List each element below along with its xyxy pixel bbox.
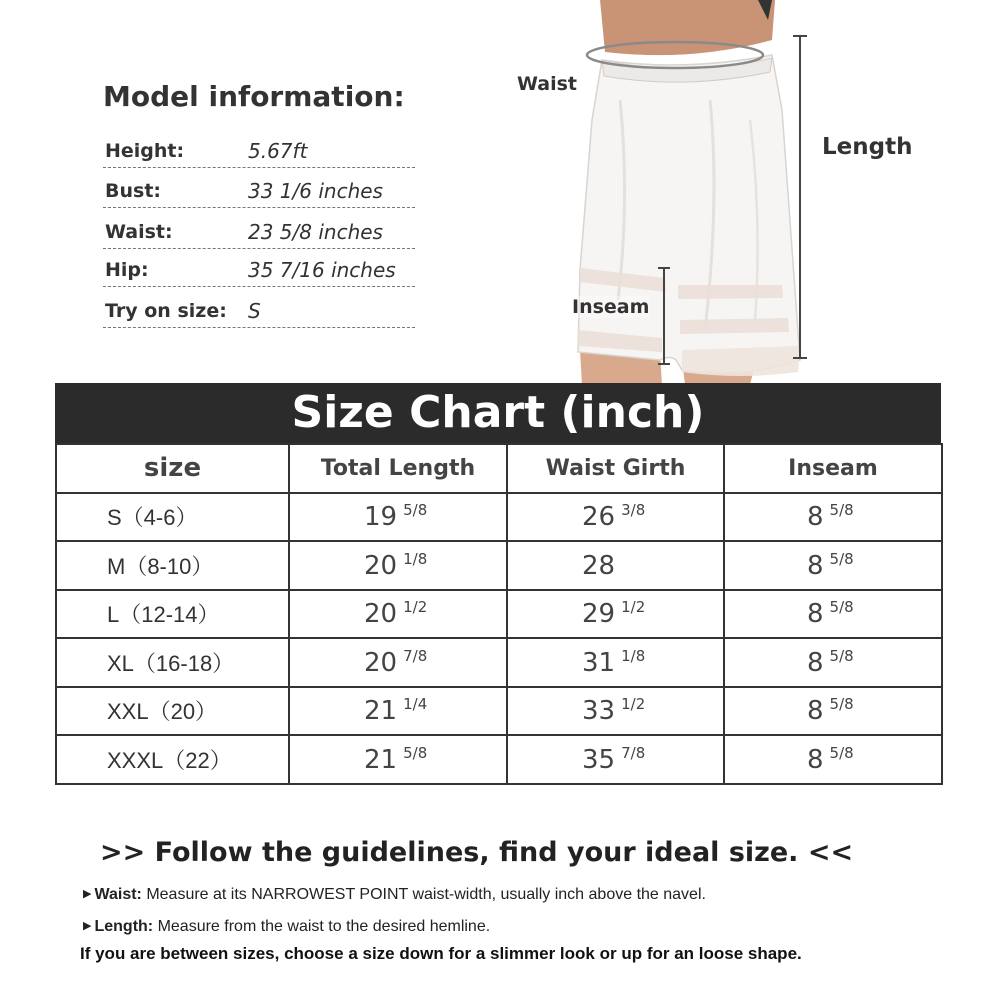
bullet-arrow-icon: ▶ <box>83 888 92 900</box>
model-label: Height: <box>105 140 185 162</box>
value-whole: 20 <box>364 599 398 630</box>
value-whole: 35 <box>582 744 616 775</box>
value-fraction: 1/8 <box>621 646 646 665</box>
model-value: S <box>248 299 261 323</box>
value-whole: 26 <box>582 502 616 533</box>
inseam-measure-label: Inseam <box>572 296 650 318</box>
model-value: 23 5/8 inches <box>248 220 383 244</box>
model-label: Bust: <box>105 180 161 202</box>
column-header-total-length: Total Length <box>289 444 507 493</box>
value-whole: 21 <box>364 744 398 775</box>
guideline-term: Waist: <box>94 886 142 903</box>
model-label: Waist: <box>105 221 173 243</box>
column-header-waist-girth: Waist Girth <box>507 444 724 493</box>
product-illustration <box>500 0 940 385</box>
inseam-cell <box>724 590 942 639</box>
value-whole: 8 <box>807 550 824 581</box>
value-whole: 29 <box>582 599 616 630</box>
waist-girth-cell <box>507 590 724 639</box>
total-length-cell <box>289 735 507 784</box>
model-row-hip <box>103 257 415 287</box>
column-header-inseam: Inseam <box>724 444 942 493</box>
size-cell: XXXL（22） <box>56 735 289 784</box>
model-label: Try on size: <box>105 300 227 322</box>
model-value: 35 7/16 inches <box>248 258 396 282</box>
sizing-note: If you are between sizes, choose a size down for a slimmer look or up for an loose shape. <box>80 944 802 963</box>
model-row-waist <box>103 219 415 249</box>
table-row <box>56 687 942 736</box>
total-length-cell <box>289 638 507 687</box>
inseam-cell <box>724 735 942 784</box>
value-fraction: 1/2 <box>403 598 428 617</box>
value-fraction: 5/8 <box>829 743 854 762</box>
total-length-cell <box>289 687 507 736</box>
inseam-cell <box>724 687 942 736</box>
guideline-term: Length: <box>94 918 154 935</box>
size-cell: XXL（20） <box>56 687 289 736</box>
value-fraction: 5/8 <box>403 743 428 762</box>
value-fraction: 1/2 <box>621 598 646 617</box>
value-fraction: 5/8 <box>829 598 854 617</box>
total-length-cell <box>289 590 507 639</box>
model-row-height <box>103 138 415 168</box>
table-header-row <box>56 444 942 493</box>
bullet-arrow-icon: ▶ <box>83 920 92 932</box>
table-row <box>56 541 942 590</box>
value-whole: 8 <box>807 647 824 678</box>
value-fraction: 7/8 <box>621 743 646 762</box>
waist-girth-cell <box>507 541 724 590</box>
waist-girth-cell <box>507 638 724 687</box>
length-measure-label: Length <box>822 134 913 160</box>
waist-measure-label: Waist <box>517 73 578 95</box>
value-whole: 28 <box>582 550 616 581</box>
inseam-cell <box>724 541 942 590</box>
guideline-waist <box>83 886 706 904</box>
table-row <box>56 493 942 542</box>
table-row <box>56 735 942 784</box>
value-fraction: 5/8 <box>829 646 854 665</box>
value-whole: 8 <box>807 744 824 775</box>
table-row <box>56 590 942 639</box>
value-whole: 8 <box>807 696 824 727</box>
value-whole: 33 <box>582 696 616 727</box>
size-cell: M（8-10） <box>56 541 289 590</box>
waist-girth-cell <box>507 687 724 736</box>
value-fraction: 3/8 <box>621 501 646 520</box>
guideline-text: Measure from the waist to the desired hemline. <box>153 918 491 935</box>
total-length-cell <box>289 493 507 542</box>
size-chart-title: Size Chart (inch) <box>55 383 941 443</box>
size-cell: L（12-14） <box>56 590 289 639</box>
model-row-bust <box>103 178 415 208</box>
inseam-cell <box>724 493 942 542</box>
value-whole: 31 <box>582 647 616 678</box>
value-fraction: 7/8 <box>403 646 428 665</box>
waist-girth-cell <box>507 735 724 784</box>
value-whole: 19 <box>364 502 398 533</box>
value-whole: 20 <box>364 647 398 678</box>
guideline-length <box>83 918 490 936</box>
size-cell: S（4-6） <box>56 493 289 542</box>
value-whole: 8 <box>807 502 824 533</box>
value-fraction: 5/8 <box>829 695 854 714</box>
value-fraction: 5/8 <box>829 549 854 568</box>
value-whole: 20 <box>364 550 398 581</box>
model-value: 5.67ft <box>248 139 308 163</box>
total-length-cell <box>289 541 507 590</box>
value-fraction: 1/2 <box>621 695 646 714</box>
column-header-size: size <box>56 444 289 493</box>
inseam-cell <box>724 638 942 687</box>
guidelines-title: >> Follow the guidelines, find your ideal size. << <box>100 837 854 868</box>
value-whole: 21 <box>364 696 398 727</box>
value-fraction: 1/4 <box>403 695 428 714</box>
model-info-title: Model information: <box>103 80 405 113</box>
value-fraction: 5/8 <box>829 501 854 520</box>
waist-girth-cell <box>507 493 724 542</box>
model-label: Hip: <box>105 259 149 281</box>
model-value: 33 1/6 inches <box>248 179 383 203</box>
value-fraction: 1/8 <box>403 549 428 568</box>
value-fraction: 5/8 <box>403 501 428 520</box>
value-whole: 8 <box>807 599 824 630</box>
model-row-try-on-size <box>103 298 415 328</box>
guideline-text: Measure at its NARROWEST POINT waist-width, usually inch above the navel. <box>141 886 706 903</box>
product-image <box>500 0 940 385</box>
size-chart-table <box>55 443 943 785</box>
size-cell: XL（16-18） <box>56 638 289 687</box>
table-row <box>56 638 942 687</box>
